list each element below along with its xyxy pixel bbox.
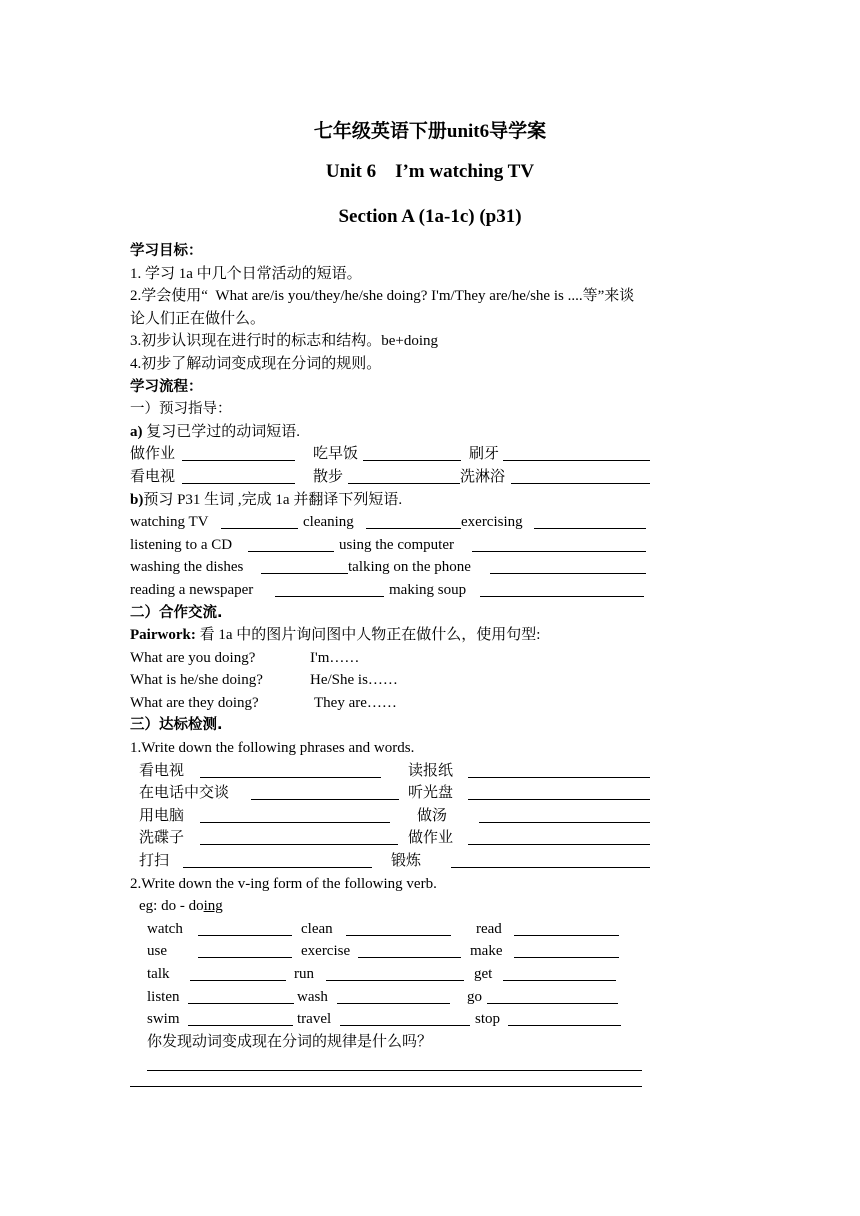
answer-blank[interactable]: [248, 551, 334, 552]
verb-label: clean: [301, 920, 333, 937]
word-label: 打扫: [139, 853, 170, 870]
phrase-label: listening to a CD: [130, 536, 233, 553]
verb-label: talk: [147, 966, 170, 982]
word-label: 锻炼: [391, 853, 422, 870]
answer-blank[interactable]: [275, 596, 384, 597]
answer-blank[interactable]: [221, 528, 298, 529]
verb-label: wash: [297, 988, 328, 1005]
verb-row: [130, 986, 740, 1009]
verb-label: swim: [147, 1011, 180, 1028]
question-text: What are you doing?: [130, 649, 256, 666]
unit-title: Unit 6 I’m watching TV: [325, 161, 535, 182]
verb-row: [130, 918, 740, 941]
answer-blank[interactable]: [346, 935, 451, 936]
answer-blank[interactable]: [251, 799, 399, 800]
verb-label: exercise: [301, 943, 351, 960]
answer-blank[interactable]: [182, 460, 295, 461]
task-b-line: [130, 489, 740, 512]
dialogue-row: [130, 647, 740, 670]
phrase-label: talking on the phone: [348, 559, 471, 576]
section-title: Section A (1a-1c) (p31): [338, 206, 522, 227]
answer-blank[interactable]: [534, 528, 646, 529]
verb-label: listen: [147, 988, 180, 1005]
answer-blank[interactable]: [468, 799, 650, 800]
answer-text: I'm……: [310, 649, 360, 666]
answer-blank[interactable]: [363, 460, 461, 461]
process-heading: 学习流程：: [130, 378, 203, 395]
rule-question: 你发现动词变成现在分词的规律是什么吗？: [147, 1033, 433, 1050]
task-a-line: [130, 421, 740, 444]
answer-blank[interactable]: [503, 460, 650, 461]
phrase-row: [130, 534, 740, 557]
answer-blank[interactable]: [468, 844, 650, 845]
verb-label: make: [470, 943, 503, 960]
phrase-label: exercising: [461, 514, 523, 531]
word-label: 用电脑: [139, 807, 185, 824]
answer-blank[interactable]: [198, 957, 292, 958]
verb-label: read: [476, 920, 502, 937]
part3-heading: 三）达标检测.: [130, 717, 223, 734]
verb-label: travel: [297, 1011, 332, 1028]
goal-item: 2.学会使用“ What are/is you/they/he/she doing? I'm/They are/he/she is ....等”来谈: [130, 288, 635, 305]
exercise1-title: 1.Write down the following phrases and words.: [130, 740, 415, 757]
answer-blank[interactable]: [511, 483, 650, 484]
pairwork-label: Pairwork:: [130, 627, 196, 644]
answer-blank[interactable]: [200, 822, 390, 823]
example-prefix: eg: do - do: [139, 898, 204, 915]
part1-heading: 一）预习指导：: [130, 401, 232, 418]
worksheet-body: [130, 240, 740, 1099]
word-label: 读报纸: [408, 762, 454, 779]
verb-label: use: [147, 943, 167, 960]
answer-blank[interactable]: [514, 935, 619, 936]
document-title: 七年级英语下册unit6导学案: [313, 121, 547, 142]
answer-blank[interactable]: [480, 596, 644, 597]
task-a-label: a): [130, 423, 143, 440]
example-line: [130, 895, 740, 918]
verb-row: [130, 1008, 740, 1031]
translate-row: [130, 443, 740, 466]
answer-blank[interactable]: [503, 980, 616, 981]
question-text: What are they doing?: [130, 694, 259, 711]
verb-row: [130, 963, 740, 986]
answer-blank[interactable]: [337, 1003, 450, 1004]
word-label: 在电话中交谈: [139, 785, 230, 802]
part2-heading: 二）合作交流.: [130, 604, 223, 621]
phrase-label: making soup: [389, 581, 467, 598]
verb-label: get: [474, 966, 493, 982]
word-label: 看电视: [139, 762, 185, 779]
phrase-label: using the computer: [339, 536, 454, 553]
phrase-row: [130, 511, 740, 534]
answer-blank[interactable]: [261, 573, 348, 574]
phrase-label: 洗淋浴: [460, 468, 506, 485]
verb-row: [130, 940, 740, 963]
phrase-label: watching TV: [130, 514, 209, 531]
phrase-row: [130, 556, 740, 579]
answer-line-row: [130, 1053, 740, 1076]
answer-blank[interactable]: [348, 483, 460, 484]
phrase-label: cleaning: [303, 514, 354, 531]
answer-line[interactable]: [147, 1070, 642, 1071]
answer-blank[interactable]: [198, 935, 292, 936]
answer-line-row: [130, 1076, 740, 1099]
verb-label: watch: [147, 920, 183, 937]
answer-blank[interactable]: [358, 957, 461, 958]
answer-text: He/She is……: [310, 672, 398, 689]
word-label: 做作业: [408, 830, 454, 847]
answer-blank[interactable]: [468, 777, 650, 778]
answer-blank[interactable]: [188, 1003, 294, 1004]
answer-blank[interactable]: [190, 980, 286, 981]
answer-blank[interactable]: [472, 551, 646, 552]
goal-item: 1. 学习 1a 中几个日常活动的短语。: [130, 265, 362, 282]
word-label: 做汤: [417, 807, 448, 824]
phrase-label: 看电视: [130, 468, 176, 485]
phrase-label: 刷牙: [469, 446, 500, 463]
phrase-label: reading a newspaper: [130, 581, 254, 598]
phrase-label: 做作业: [130, 446, 176, 463]
answer-blank[interactable]: [487, 1003, 618, 1004]
answer-blank[interactable]: [508, 1025, 621, 1026]
answer-blank[interactable]: [200, 777, 381, 778]
answer-blank[interactable]: [200, 844, 398, 845]
answer-blank[interactable]: [490, 573, 646, 574]
dialogue-row: [130, 669, 740, 692]
answer-blank[interactable]: [479, 822, 650, 823]
phrase-label: washing the dishes: [130, 559, 244, 576]
exercise1-row: [130, 760, 740, 783]
answer-text: They are……: [314, 694, 397, 711]
task-b-label: b): [130, 491, 144, 508]
answer-blank[interactable]: [514, 957, 619, 958]
dialogue-row: [130, 692, 740, 715]
answer-blank[interactable]: [183, 867, 372, 868]
word-label: 洗碟子: [139, 830, 185, 847]
question-text: What is he/she doing?: [130, 672, 263, 689]
exercise1-row: [130, 805, 740, 828]
goal-item: 论人们正在做什么。: [130, 310, 266, 327]
task-a-text: 复习已学过的动词短语.: [146, 423, 301, 440]
task-b-text: 预习 P31 生词 ,完成 1a 并翻译下列短语.: [143, 491, 403, 508]
answer-line[interactable]: [130, 1086, 642, 1087]
answer-blank[interactable]: [326, 980, 464, 981]
answer-blank[interactable]: [451, 867, 650, 868]
answer-blank[interactable]: [182, 483, 295, 484]
exercise1-row: [130, 782, 740, 805]
pairwork-line: [130, 624, 740, 647]
example-suffix: ing: [203, 898, 223, 915]
exercise1-row: [130, 850, 740, 873]
verb-label: go: [467, 988, 482, 1005]
goal-item: 3.初步认识现在进行时的标志和结构。be+doing: [130, 333, 439, 350]
verb-label: stop: [475, 1011, 501, 1028]
word-label: 听光盘: [408, 785, 454, 802]
pairwork-text: 看 1a 中的图片询问图中人物正在做什么，使用句型:: [199, 627, 541, 644]
answer-blank[interactable]: [340, 1025, 470, 1026]
phrase-label: 散步: [313, 468, 344, 485]
phrase-row: [130, 579, 740, 602]
exercise1-row: [130, 827, 740, 850]
exercise2-title: 2.Write down the v-ing form of the following verb.: [130, 875, 437, 892]
translate-row: [130, 466, 740, 489]
phrase-label: 吃早饭: [313, 446, 359, 463]
answer-blank[interactable]: [366, 528, 461, 529]
goal-item: 4.初步了解动词变成现在分词的规则。: [130, 355, 382, 372]
answer-blank[interactable]: [188, 1025, 293, 1026]
verb-label: run: [294, 966, 314, 982]
goals-heading: 学习目标：: [130, 243, 203, 259]
